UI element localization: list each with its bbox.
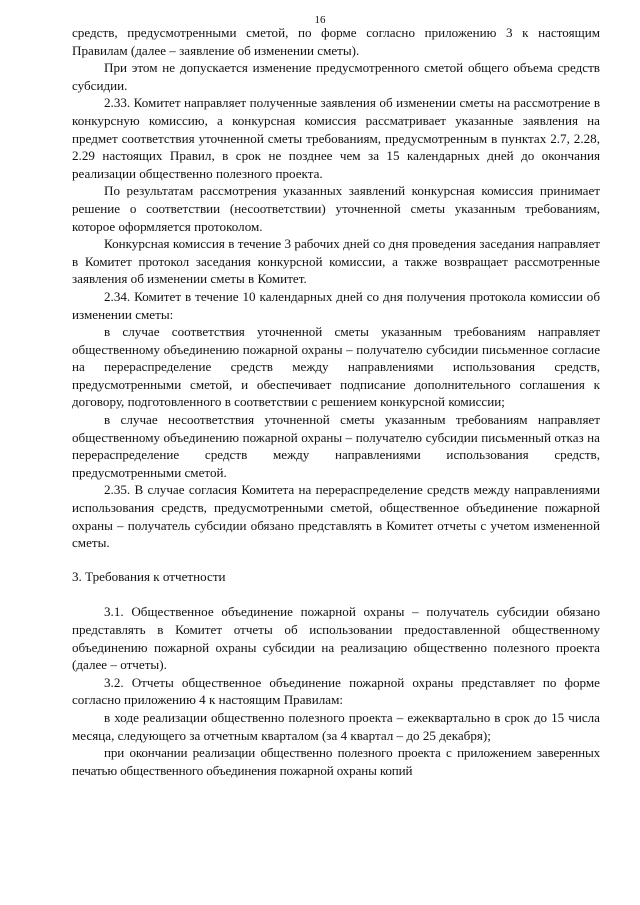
- paragraph: в ходе реализации общественно полезного проекта – ежеквартально в срок до 15 числа месяца, следующего за отчетным кварталом (за 4 квартал – до 25 декабря);: [72, 709, 600, 743]
- paragraph-2-33: 2.33. Комитет направляет полученные заявления об изменении сметы на рассмотрение в конкурсную комиссию, а конкурсная комиссия рассматривает указанные заявления на предмет соответствия уточненной сметы требованиям, предусмотренным в пунктах 2.7, 2.28, 2.29 настоящих Правил, в срок не позднее чем за 15 календарных дней до окончания реализации общественно полезного проекта.: [72, 95, 600, 181]
- paragraph: Конкурсная комиссия в течение 3 рабочих дней со дня проведения заседания направляет в Комитет протокол заседания конкурсной комиссии, а также возвращает рассмотренные заявления об изменении сметы в Комитет.: [72, 236, 600, 287]
- paragraph: в случае соответствия уточненной сметы указанным требованиям направляет общественному объединению пожарной охраны – получателю субсидии письменное согласие на перераспределение средств между направлениями использования средств, предусмотренными сметой, и обеспечивает подписание дополнительного соглашения к договору, подготовленного в соответствии с решением конкурсной комиссии;: [72, 324, 600, 410]
- paragraph-2-35: 2.35. В случае согласия Комитета на перераспределение средств между направлениями использования средств, предусмотренными сметой, общественное объединение пожарной охраны – получатель субсидии обязано представлять в Комитет отчеты с учетом измененной сметы.: [72, 482, 600, 551]
- document-body: [72, 24, 600, 779]
- scan-mark: [598, 901, 602, 905]
- paragraph-2-34: 2.34. Комитет в течение 10 календарных дней со дня получения протокола комиссии об изменении сметы:: [72, 288, 600, 322]
- paragraph-continuation: средств, предусмотренными сметой, по форме согласно приложению 3 к настоящим Правилам (далее – заявление об изменении сметы).: [72, 25, 600, 58]
- paragraph-3-1: 3.1. Общественное объединение пожарной охраны – получатель субсидии обязано представлять в Комитет отчеты об использовании предоставленной общественному объединению пожарной охраны субсидии на реализацию общественно полезного проекта (далее – отчеты).: [72, 604, 600, 673]
- paragraph: при окончании реализации общественно полезного проекта с приложением заверенных печатью общественного объединения пожарной охраны копий: [72, 745, 600, 778]
- section-heading: 3. Требования к отчетности: [72, 568, 226, 584]
- paragraph-3-2: 3.2. Отчеты общественное объединение пожарной охраны представляет по форме согласно приложению 4 к настоящим Правилам:: [72, 674, 600, 708]
- paragraph: в случае несоответствия уточненной сметы указанным требованиям направляет общественному объединению пожарной охраны – получателю субсидии письменный отказ на перераспределение средств между направлениями использования средств, предусмотренными сметой.: [72, 412, 600, 480]
- paragraph: По результатам рассмотрения указанных заявлений конкурсная комиссия принимает решение о соответствии (несоответствии) уточненной сметы указанным требованиям, которое оформляется протоколом.: [72, 183, 600, 234]
- paragraph: При этом не допускается изменение предусмотренного сметой общего объема средств субсидии.: [72, 60, 600, 93]
- page-number: 16: [314, 14, 326, 26]
